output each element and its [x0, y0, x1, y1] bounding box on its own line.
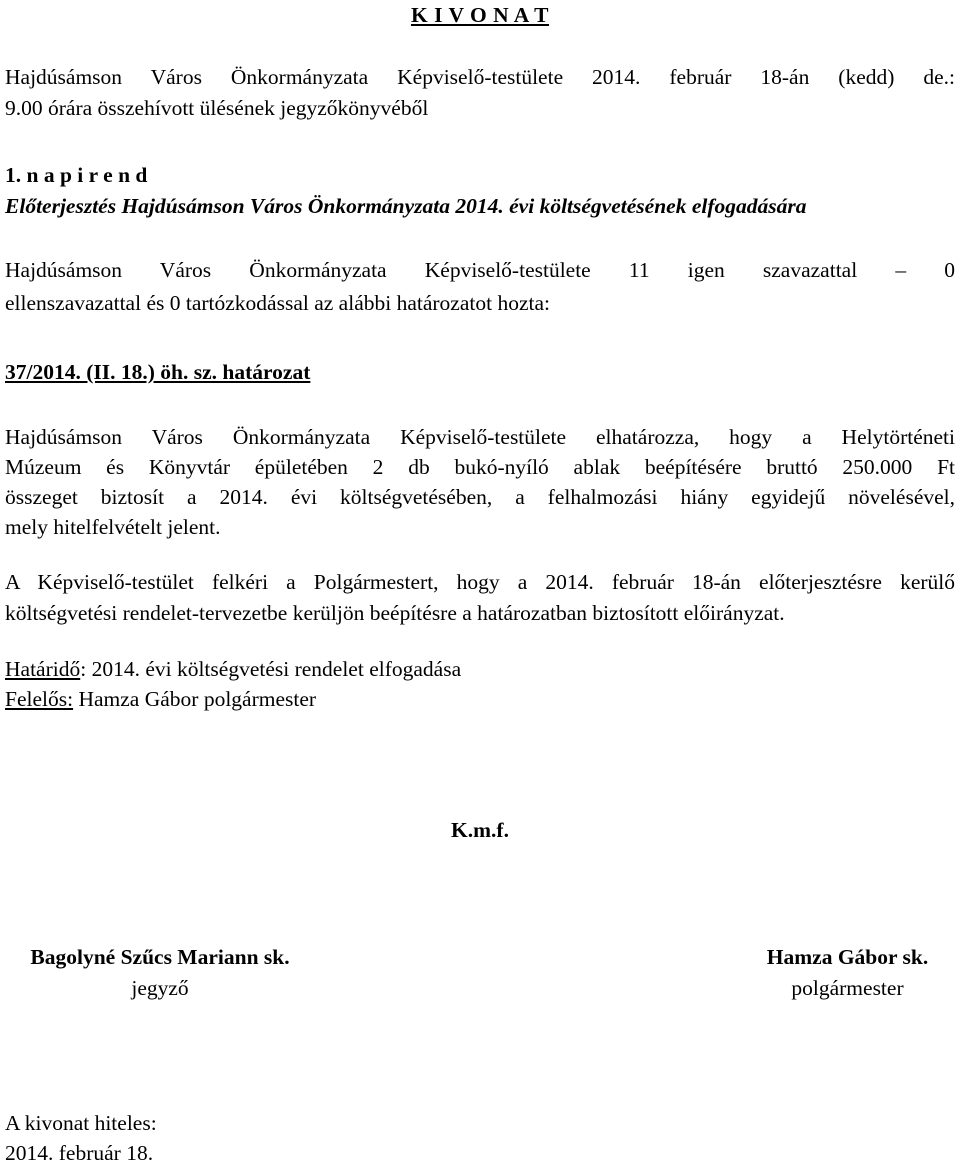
kmf-label: K.m.f.	[451, 818, 509, 842]
attest-date: 2014. február 18.	[5, 1141, 154, 1165]
resolution-id: 37/2014. (II. 18.) öh. sz. határozat	[5, 360, 311, 384]
agenda-number: 1. n a p i r e n d	[5, 163, 148, 187]
resolution-p1-line-3: összeget biztosít a 2014. évi költségvetésében, a felhalmozási hiány egyidejű növelésével,	[5, 485, 955, 509]
resolution-p2-line-1: A Képviselő-testület felkéri a Polgármestert, hogy a 2014. február 18-án előterjesztésre kerülő	[5, 570, 955, 594]
signature-right	[750, 942, 945, 1004]
signature-left	[5, 942, 315, 1004]
signatures	[5, 942, 955, 1006]
responsible-line	[5, 684, 316, 715]
resolution-p1-line-2: Múzeum és Könyvtár épületében 2 db bukó-nyíló ablak beépítésére bruttó 250.000 Ft	[5, 455, 955, 479]
intro-line-2: 9.00 órára összehívott ülésének jegyzőkönyvéből	[5, 96, 429, 120]
signer-left-name: Bagolyné Szűcs Mariann sk.	[30, 945, 290, 969]
resolution-p1-line-4: mely hitelfelvételt jelent.	[5, 515, 221, 539]
signer-left-role: jegyző	[131, 976, 189, 1000]
agenda-title: Előterjesztés Hajdúsámson Város Önkormányzata 2014. évi költségvetésének elfogadására	[5, 194, 807, 218]
attest-label: A kivonat hiteles:	[5, 1111, 157, 1135]
deadline-value: : 2014. évi költségvetési rendelet elfogadása	[80, 657, 462, 681]
responsible-value: Hamza Gábor polgármester	[73, 687, 317, 711]
signer-right-name: Hamza Gábor sk.	[766, 945, 929, 969]
deadline-line	[5, 654, 461, 685]
deadline-label: Határidő	[5, 657, 81, 681]
vote-line-1: Hajdúsámson Város Önkormányzata Képviselő-testülete 11 igen szavazattal – 0	[5, 258, 955, 282]
resolution-p1-line-1: Hajdúsámson Város Önkormányzata Képviselő-testülete elhatározza, hogy a Helytörténeti	[5, 425, 955, 449]
intro-line-1: Hajdúsámson Város Önkormányzata Képviselő-testülete 2014. február 18-án (kedd) de.:	[5, 65, 955, 89]
vote-line-2: ellenszavazattal és 0 tartózkodással az alábbi határozatot hozta:	[5, 291, 550, 315]
resolution-p2-line-2: költségvetési rendelet-tervezetbe kerüljön beépítésre a határozatban biztosított előirányzat.	[5, 601, 785, 625]
signer-right-role: polgármester	[791, 976, 904, 1000]
document-title: K I V O N A T	[411, 3, 549, 27]
responsible-label: Felelős:	[5, 687, 74, 711]
